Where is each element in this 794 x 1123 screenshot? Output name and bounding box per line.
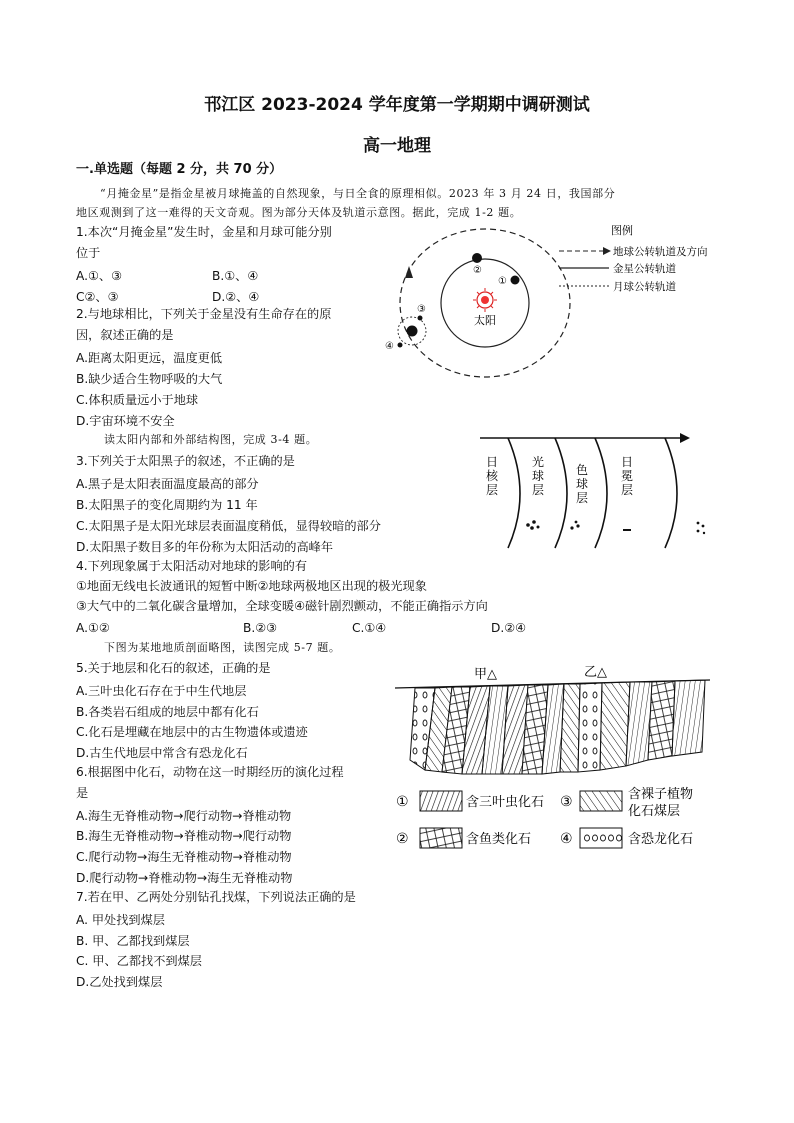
q6-option-b[interactable]: B.海生无脊椎动物→脊椎动物→爬行动物 [76,829,292,843]
stratum-dino-right [578,683,602,772]
layer-core-label: 日核层 [486,455,499,497]
arrow-icon [680,433,690,443]
exam-title: 邗江区 2023-2024 学年度第一学期期中调研测试 [204,95,590,115]
legend-4-swatch [580,828,622,848]
q5-option-d[interactable]: D.古生代地层中常含有恐龙化石 [76,746,248,760]
q3-option-b[interactable]: B.太阳黑子的变化周期约为 11 年 [76,498,258,512]
geologic-section-diagram [390,660,725,860]
q4-option-c[interactable]: C.①④ [352,621,387,635]
q3-option-a[interactable]: A.黑子是太阳表面温度最高的部分 [76,477,259,491]
q1-option-a[interactable]: A.①、③ [76,269,123,283]
sunspot-marks [526,520,705,534]
orbit-diagram [385,218,730,388]
stratum-fish-right [648,681,675,760]
venus-position-1 [511,276,520,285]
stratum-coal-right [600,682,630,770]
legend-4-num: ④ [560,831,573,847]
legend-2-num: ② [396,831,409,847]
marker-2: ② [473,265,482,276]
moon-position-4 [398,343,403,348]
legend-earth: 地球公转轨道及方向 [613,246,708,258]
q5-option-b[interactable]: B.各类岩石组成的地层中都有化石 [76,705,259,719]
q6-option-c[interactable]: C.爬行动物→海生无脊椎动物→脊椎动物 [76,850,292,864]
question-4-items-2: ③大气中的二氧化碳含量增加，全球变暖④磁针剧烈颤动，不能正确指示方向 [76,599,488,613]
intro-2: 读太阳内部和外部结构图，完成 3-4 题。 [104,433,318,446]
moon-position-3 [418,316,423,321]
marker-3: ③ [417,304,426,315]
legend-3-num: ③ [560,794,573,810]
legend-3-text-line1: 含裸子植物 [628,787,694,802]
section-heading: 一.单选题（每题 2 分，共 70 分） [76,162,283,177]
q3-option-c[interactable]: C.太阳黑子是太阳光球层表面温度稍低，显得较暗的部分 [76,519,381,533]
q7-option-d[interactable]: D.乙处找到煤层 [76,975,163,989]
q5-option-c[interactable]: C.化石是埋藏在地层中的古生物遗体或遗迹 [76,725,308,739]
q1-option-c[interactable]: C②、③ [76,290,119,304]
layer-chromosphere-label: 色球层 [576,463,589,505]
legend-1-text: 含三叶虫化石 [466,795,545,810]
q4-option-a[interactable]: A.①② [76,621,110,635]
layer-photosphere-label: 光球层 [532,455,545,497]
legend-3-text-line2: 化石煤层 [628,804,681,819]
stratum-trilobite-right [672,680,705,756]
corona-boundary [665,438,677,548]
q7-option-b[interactable]: B. 甲、乙都找到煤层 [76,934,190,948]
question-6-stem: 6.根据图中化石，动物在这一时期经历的演化过程 [76,765,344,779]
stratum-coal-mid [560,684,580,772]
q2-option-d[interactable]: D.宇宙环境不安全 [76,414,175,428]
question-1-stem-cont: 位于 [76,246,101,260]
photosphere-boundary [555,438,567,548]
q6-option-d[interactable]: D.爬行动物→脊椎动物→海生无脊椎动物 [76,871,293,885]
intro-3: 下图为某地地质剖面略图，读图完成 5-7 题。 [104,641,341,654]
q7-option-a[interactable]: A. 甲处找到煤层 [76,913,165,927]
layer-corona-label: 日冕层 [621,455,634,497]
solar-structure-diagram [480,432,720,550]
subject-title: 高一地理 [363,136,431,156]
earth-icon [407,326,418,337]
intro-1-line-2: 地区观测到了这一难得的天文奇观。图为部分天体及轨道示意图。据此，完成 1-2 题。 [76,206,522,219]
location-yi: 乙△ [584,665,607,680]
q1-option-d[interactable]: D.②、④ [212,290,260,304]
question-6-stem-cont: 是 [76,786,89,800]
q2-option-a[interactable]: A.距离太阳更远，温度更低 [76,351,223,365]
q5-option-a[interactable]: A.三叶虫化石存在于中生代地层 [76,684,247,698]
legend-venus: 金星公转轨道 [613,263,676,275]
sun-label: 太阳 [474,314,496,327]
question-2-stem: 2.与地球相比，下列关于金星没有生命存在的原 [76,307,332,321]
q1-option-b[interactable]: B.①、④ [212,269,259,283]
q2-option-c[interactable]: C.体积质量远小于地球 [76,393,199,407]
legend-2-text: 含鱼类化石 [466,832,532,847]
legend-title: 图例 [611,224,633,237]
intro-1-line-1: “月掩金星”是指金星被月球掩盖的自然现象，与日全食的原理相似。2023 年 3 月 24 日，我国部分 [100,187,616,200]
q3-option-d[interactable]: D.太阳黑子数目多的年份称为太阳活动的高峰年 [76,540,334,554]
legend-1-swatch [420,791,462,811]
question-1-stem: 1.本次“月掩金星”发生时，金星和月球可能分别 [76,225,332,239]
legend-1-num: ① [396,794,409,810]
question-4-items-1: ①地面无线电长波通讯的短暂中断②地球两极地区出现的极光现象 [76,579,427,593]
question-5-stem: 5.关于地层和化石的叙述，正确的是 [76,661,271,675]
question-2-stem-cont: 因，叙述正确的是 [76,328,174,342]
chromosphere-boundary [595,438,607,548]
question-3-stem: 3.下列关于太阳黑子的叙述，不正确的是 [76,454,295,468]
location-jia: 甲△ [474,667,497,682]
q7-option-c[interactable]: C. 甲、乙都找不到煤层 [76,954,202,968]
q4-option-b[interactable]: B.②③ [243,621,278,635]
orbit-direction-arrow [405,266,413,278]
q6-option-a[interactable]: A.海生无脊椎动物→爬行动物→脊椎动物 [76,809,292,823]
sun-icon [473,288,497,312]
legend-moon: 月球公转轨道 [613,281,676,293]
q4-option-d[interactable]: D.②④ [491,621,527,635]
q2-option-b[interactable]: B.缺少适合生物呼吸的大气 [76,372,223,386]
venus-position-2 [472,253,482,263]
question-4-stem: 4.下列现象属于太阳活动对地球的影响的有 [76,559,308,573]
legend-3-swatch [580,791,622,811]
marker-4: ④ [385,341,394,352]
legend-4-text: 含恐龙化石 [628,832,694,847]
marker-1: ① [498,276,507,287]
legend-2-swatch [420,828,462,848]
core-boundary [508,438,520,548]
question-7-stem: 7.若在甲、乙两处分别钻孔找煤，下列说法正确的是 [76,890,356,904]
